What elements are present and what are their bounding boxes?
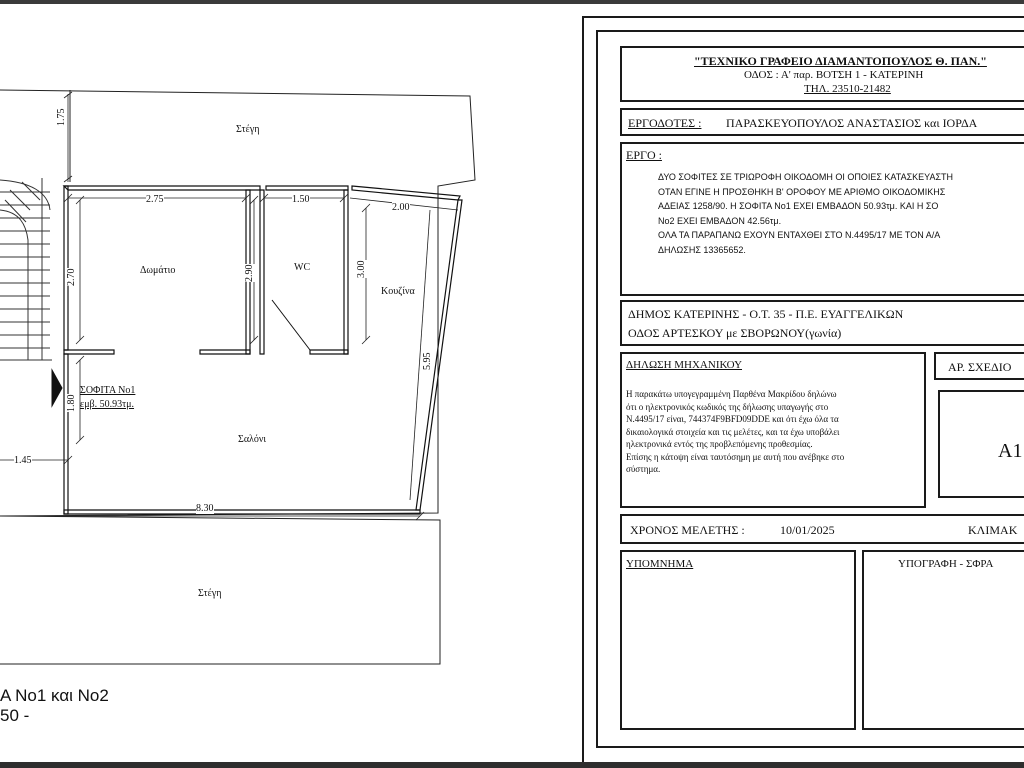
owners-label: ΕΡΓΟΔΟΤΕΣ :: [628, 116, 702, 130]
room-label-living: Σαλόνι: [238, 434, 267, 445]
engineer-line: ότι ο ηλεκτρονικός κωδικός της δήλωσης υπαγωγής στο: [626, 401, 829, 412]
dim-270: 2.70: [66, 268, 77, 286]
project-line: ΔΗΛΩΣΗΣ 13365652.: [658, 244, 746, 255]
owners-value: ΠΑΡΑΣΚΕΥΟΠΟΥΛΟΣ ΑΝΑΣΤΑΣΙΟΣ και ΙΟΡΔΑ: [726, 116, 978, 130]
engineer-line: δικαιολογικά στοιχεία και τις μελέτες, και τα έχω υποβάλει: [626, 426, 840, 437]
sheet-border-top: [582, 16, 1024, 18]
dim-180: 1.80: [66, 394, 77, 412]
engineer-text: [626, 388, 844, 476]
plan-caption-line2: 50 -: [0, 706, 30, 725]
municipality-line: ΔΗΜΟΣ ΚΑΤΕΡΙΝΗΣ - Ο.Τ. 35 - Π.Ε. ΕΥΑΓΓΕΛΙΚΩΝ: [628, 307, 904, 321]
staircase: [0, 178, 52, 360]
street-line: ΟΔΟΣ ΑΡΤΕΣΚΟΥ με ΣΒΟΡΩΝΟΥ(γωνία): [628, 326, 842, 340]
plan-caption-line1: A No1 και No2: [0, 686, 109, 705]
legend-label: ΥΠΟΜΝΗΜΑ: [626, 558, 694, 570]
engineer-line: σύστημα.: [626, 464, 661, 474]
walls: [64, 186, 462, 514]
study-date-box: [620, 514, 1024, 544]
engineer-declaration-box: [620, 352, 926, 508]
dim-145: 1.45: [14, 455, 32, 466]
engineer-line: ηλεκτρονικά εντός της προβλεπόμενης προθεσμίας.: [626, 439, 813, 449]
project-line: ΟΤΑΝ ΕΓΙΝΕ Η ΠΡΟΣΘΗΚΗ Β' ΟΡΟΦΟΥ ΜΕ ΑΡΙΘΜΟ ΟΙΚΟΔΟΜΙΚΗΣ: [658, 186, 946, 197]
legend-box: [620, 550, 856, 730]
project-line: ΑΔΕΙΑΣ 1258/90. Η ΣΟΦΙΤΑ Νο1 ΕΧΕΙ ΕΜΒΑΔΟΝ 50.93τμ. ΚΑΙ Η ΣΟ: [658, 201, 939, 211]
signature-label: ΥΠΟΓΡΑΦΗ - ΣΦΡΑ: [898, 558, 994, 570]
drawing-no-label-box: [934, 352, 1024, 380]
dim-830: 8.30: [196, 503, 214, 514]
room-label-roof-top: Στέγη: [236, 124, 260, 135]
dim-595: 5.95: [422, 352, 433, 370]
project-line: ΟΛΑ ΤΑ ΠΑΡΑΠΑΝΩ ΕΧΟΥΝ ΕΝΤΑΧΘΕΙ ΣΤΟ Ν.4495/17 ΜΕ ΤΟΝ Α/Α: [658, 230, 941, 240]
room-label-kitchen: Κουζίνα: [381, 286, 415, 297]
bottom-edge-bar: [0, 762, 1024, 768]
dim-175: 1.75: [56, 108, 67, 126]
drawing-no-value: A1: [998, 440, 1023, 462]
office-phone: ΤΗΛ. 23510-21482: [804, 83, 891, 95]
engineer-line: Ν.4495/17 είναι, 744374F9BFD09DDE και ότι έχω όλα τα: [626, 414, 839, 424]
office-address: ΟΔΟΣ : Α' παρ. ΒΟΤΣΗ 1 - ΚΑΤΕΡΙΝΗ: [744, 69, 924, 81]
dim-200: 2.00: [392, 202, 410, 213]
owners-box: [620, 108, 1024, 136]
office-header-box: [620, 46, 1024, 102]
study-date-value: 10/01/2025: [780, 523, 835, 537]
engineer-label: ΔΗΛΩΣΗ ΜΗΧΑΝΙΚΟΥ: [626, 359, 743, 371]
dim-275: 2.75: [146, 194, 164, 205]
scale-label: ΚΛΙΜΑΚ: [968, 523, 1018, 537]
signature-box: [862, 550, 1024, 730]
drawing-no-value-box: [938, 390, 1024, 498]
engineer-line: Επίσης η κάτοψη είναι ταυτόσημη με αυτή που ανέβηκε στο: [626, 451, 845, 462]
room-label-bedroom: Δωμάτιο: [140, 265, 176, 276]
engineer-line: Η παρακάτω υπογεγραμμένη Παρθένα Μακρίδου δηλώνω: [626, 389, 837, 399]
room-label-roof-bottom: Στέγη: [198, 588, 222, 599]
dim-150: 1.50: [292, 194, 310, 205]
attic-title: ΣΟΦΙΤΑ Νο1: [80, 385, 136, 396]
project-label: ΕΡΓΟ :: [626, 148, 662, 162]
project-line: Νο2 ΕΧΕΙ ΕΜΒΑΔΟΝ 42.56τμ.: [658, 215, 782, 226]
dim-290: 2.90: [244, 264, 255, 282]
project-box: [620, 142, 1024, 296]
project-description: [658, 170, 953, 257]
room-label-wc: WC: [294, 262, 311, 273]
location-box: [620, 300, 1024, 346]
study-date-label: ΧΡΟΝΟΣ ΜΕΛΕΤΗΣ :: [630, 523, 745, 537]
attic-area: εμβ. 50.93τμ.: [80, 399, 135, 410]
sheet-border-vertical: [582, 16, 584, 762]
office-name: "ΤΕΧΝΙΚΟ ΓΡΑΦΕΙΟ ΔΙΑΜΑΝΤΟΠΟΥΛΟΣ Θ. ΠΑΝ.": [694, 54, 987, 68]
project-line: ΔΥΟ ΣΟΦΙΤΕΣ ΣΕ ΤΡΙΩΡΟΦΗ ΟΙΚΟΔΟΜΗ ΟΙ ΟΠΟΙΕΣ ΚΑΤΑΣΚΕΥΑΣΤΗ: [658, 172, 954, 182]
drawing-no-label: ΑΡ. ΣΧΕΔΙΟ: [948, 360, 1012, 374]
dim-300: 3.00: [356, 260, 367, 278]
